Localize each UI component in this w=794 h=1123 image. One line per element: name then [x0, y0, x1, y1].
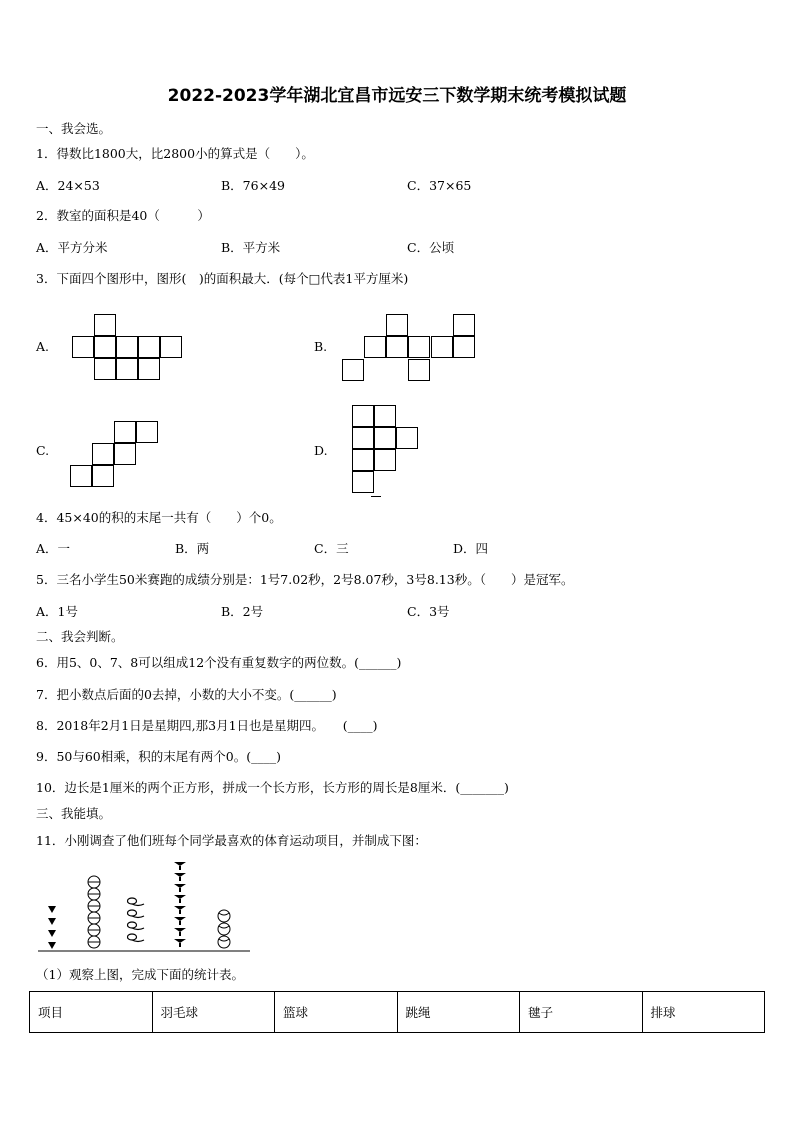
q2-option-a: A．平方分米 — [36, 240, 108, 255]
table-header-cell: 羽毛球 — [152, 992, 275, 1033]
question-11-part-1: （1）观察上图，完成下面的统计表。 — [36, 967, 244, 982]
question-1: 1．得数比1800大，比2800小的算式是（ ）。 — [36, 146, 314, 161]
q1-option-b: B．76×49 — [221, 178, 285, 193]
table-header-cell: 篮球 — [275, 992, 398, 1033]
question-11: 11．小刚调查了他们班每个同学最喜欢的体育运动项目，并制成下图： — [36, 833, 427, 848]
q5-option-b: B．2号 — [221, 604, 264, 619]
q4-option-c: C．三 — [314, 541, 349, 556]
section-1-heading: 一、我会选。 — [36, 121, 112, 136]
q1-option-a: A．24×53 — [36, 178, 100, 193]
table-row — [30, 992, 765, 1033]
q5-option-c: C．3号 — [407, 604, 450, 619]
question-7: 7．把小数点后面的0去掉，小数的大小不变。(______) — [36, 687, 337, 702]
question-2: 2．教室的面积是40（ ） — [36, 208, 210, 223]
question-4: 4．45×40的积的末尾一共有（ ）个0。 — [36, 510, 282, 525]
statistics-table — [29, 991, 765, 1033]
section-3-heading: 三、我能填。 — [36, 806, 112, 821]
section-2-heading: 二、我会判断。 — [36, 629, 124, 644]
table-header-cell: 毽子 — [520, 992, 643, 1033]
q2-option-b: B．平方米 — [221, 240, 281, 255]
table-header-cell: 项目 — [30, 992, 153, 1033]
question-10: 10．边长是1厘米的两个正方形，拼成一个长方形，长方形的周长是8厘米．(_______) — [36, 780, 509, 795]
q3-label-b: B. — [314, 339, 328, 354]
q1-option-c: C．37×65 — [407, 178, 472, 193]
question-3: 3．下面四个图形中，图形( )的面积最大．(每个□代表1平方厘米) — [36, 271, 409, 286]
table-header-cell: 排球 — [642, 992, 765, 1033]
sports-pictograph — [36, 858, 252, 958]
question-6: 6．用5、0、7、8可以组成12个没有重复数字的两位数。(______) — [36, 655, 402, 670]
q4-option-b: B．两 — [175, 541, 210, 556]
table-header-cell: 跳绳 — [397, 992, 520, 1033]
q3-label-c: C. — [36, 443, 50, 458]
page-title: 2022-2023学年湖北宜昌市远安三下数学期末统考模拟试题 — [167, 86, 627, 106]
question-9: 9．50与60相乘，积的末尾有两个0。(____) — [36, 749, 281, 764]
question-8: 8．2018年2月1日是星期四,那3月1日也是星期四。 (____) — [36, 718, 378, 733]
q4-option-d: D．四 — [453, 541, 489, 556]
q3-label-a: A. — [36, 339, 50, 354]
q5-option-a: A．1号 — [36, 604, 78, 619]
q4-option-a: A．一 — [36, 541, 71, 556]
q3-label-d: D. — [314, 443, 328, 458]
question-5: 5．三名小学生50米赛跑的成绩分别是：1号7.02秒，2号8.07秒，3号8.13秒。（ ）是冠军。 — [36, 572, 574, 587]
q2-option-c: C．公顷 — [407, 240, 455, 255]
